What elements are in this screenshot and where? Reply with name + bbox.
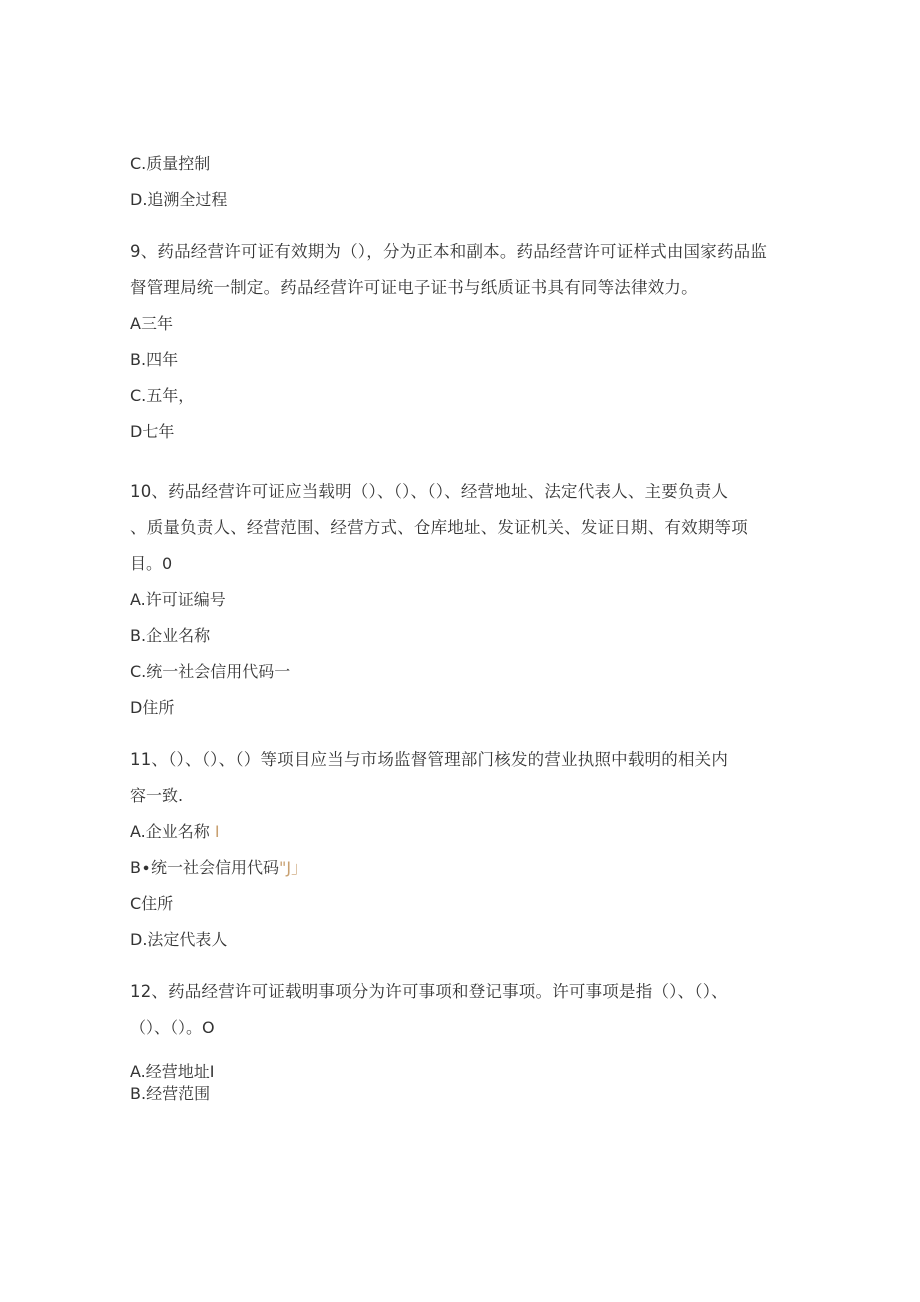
option-d-trace-whole-process: D.追溯全过程 xyxy=(130,190,228,209)
question-12-line-1: 12、药品经营许可证载明事项分为许可事项和登记事项。许可事项是指（）、（）、 xyxy=(130,982,728,1001)
question-10-option-a: A.许可证编号 xyxy=(130,590,226,609)
question-11-option-a xyxy=(130,822,220,842)
question-11-option-b xyxy=(130,858,307,878)
question-10-line-3: 目。0 xyxy=(130,554,173,573)
question-9-option-b: B.四年 xyxy=(130,350,179,369)
question-9-option-a: A三年 xyxy=(130,314,173,333)
question-11-option-a-mark: I xyxy=(214,822,220,841)
question-9-option-c: C.五年， xyxy=(130,386,195,405)
question-11-option-a-text: A.企业名称 xyxy=(130,822,210,841)
question-12-line-2: （）、（）。O xyxy=(130,1018,215,1037)
question-11-option-b-mark: "J」 xyxy=(279,858,308,877)
question-11-line-1: 11、（）、（）、（）等项目应当与市场监督管理部门核发的营业执照中载明的相关内 xyxy=(130,750,729,769)
question-9-option-d: D七年 xyxy=(130,422,175,441)
question-11-option-d: D.法定代表人 xyxy=(130,930,228,949)
question-10-option-d: D住所 xyxy=(130,698,175,717)
question-10-line-1: 10、药品经营许可证应当载明（）、（）、（）、经营地址、法定代表人、主要负责人 xyxy=(130,482,729,501)
question-12-option-a: A.经营地址I xyxy=(130,1062,215,1081)
question-11-line-2: 容一致. xyxy=(130,786,184,805)
question-9-line-1: 9、药品经营许可证有效期为（），分为正本和副本。药品经营许可证样式由国家药品监 xyxy=(130,242,768,261)
question-10-line-2: 、质量负责人、经营范围、经营方式、仓库地址、发证机关、发证日期、有效期等项 xyxy=(130,518,748,537)
question-12-option-b: B.经营范围 xyxy=(130,1084,211,1103)
question-10-option-b: B.企业名称 xyxy=(130,626,211,645)
option-c-quality-control: C.质量控制 xyxy=(130,154,211,173)
question-10-option-c: C.统一社会信用代码一 xyxy=(130,662,291,681)
question-11-option-b-text: B∙统一社会信用代码 xyxy=(130,858,279,877)
question-9-line-2: 督管理局统一制定。药品经营许可证电子证书与纸质证书具有同等法律效力。 xyxy=(130,278,698,297)
question-11-option-c: C住所 xyxy=(130,894,174,913)
